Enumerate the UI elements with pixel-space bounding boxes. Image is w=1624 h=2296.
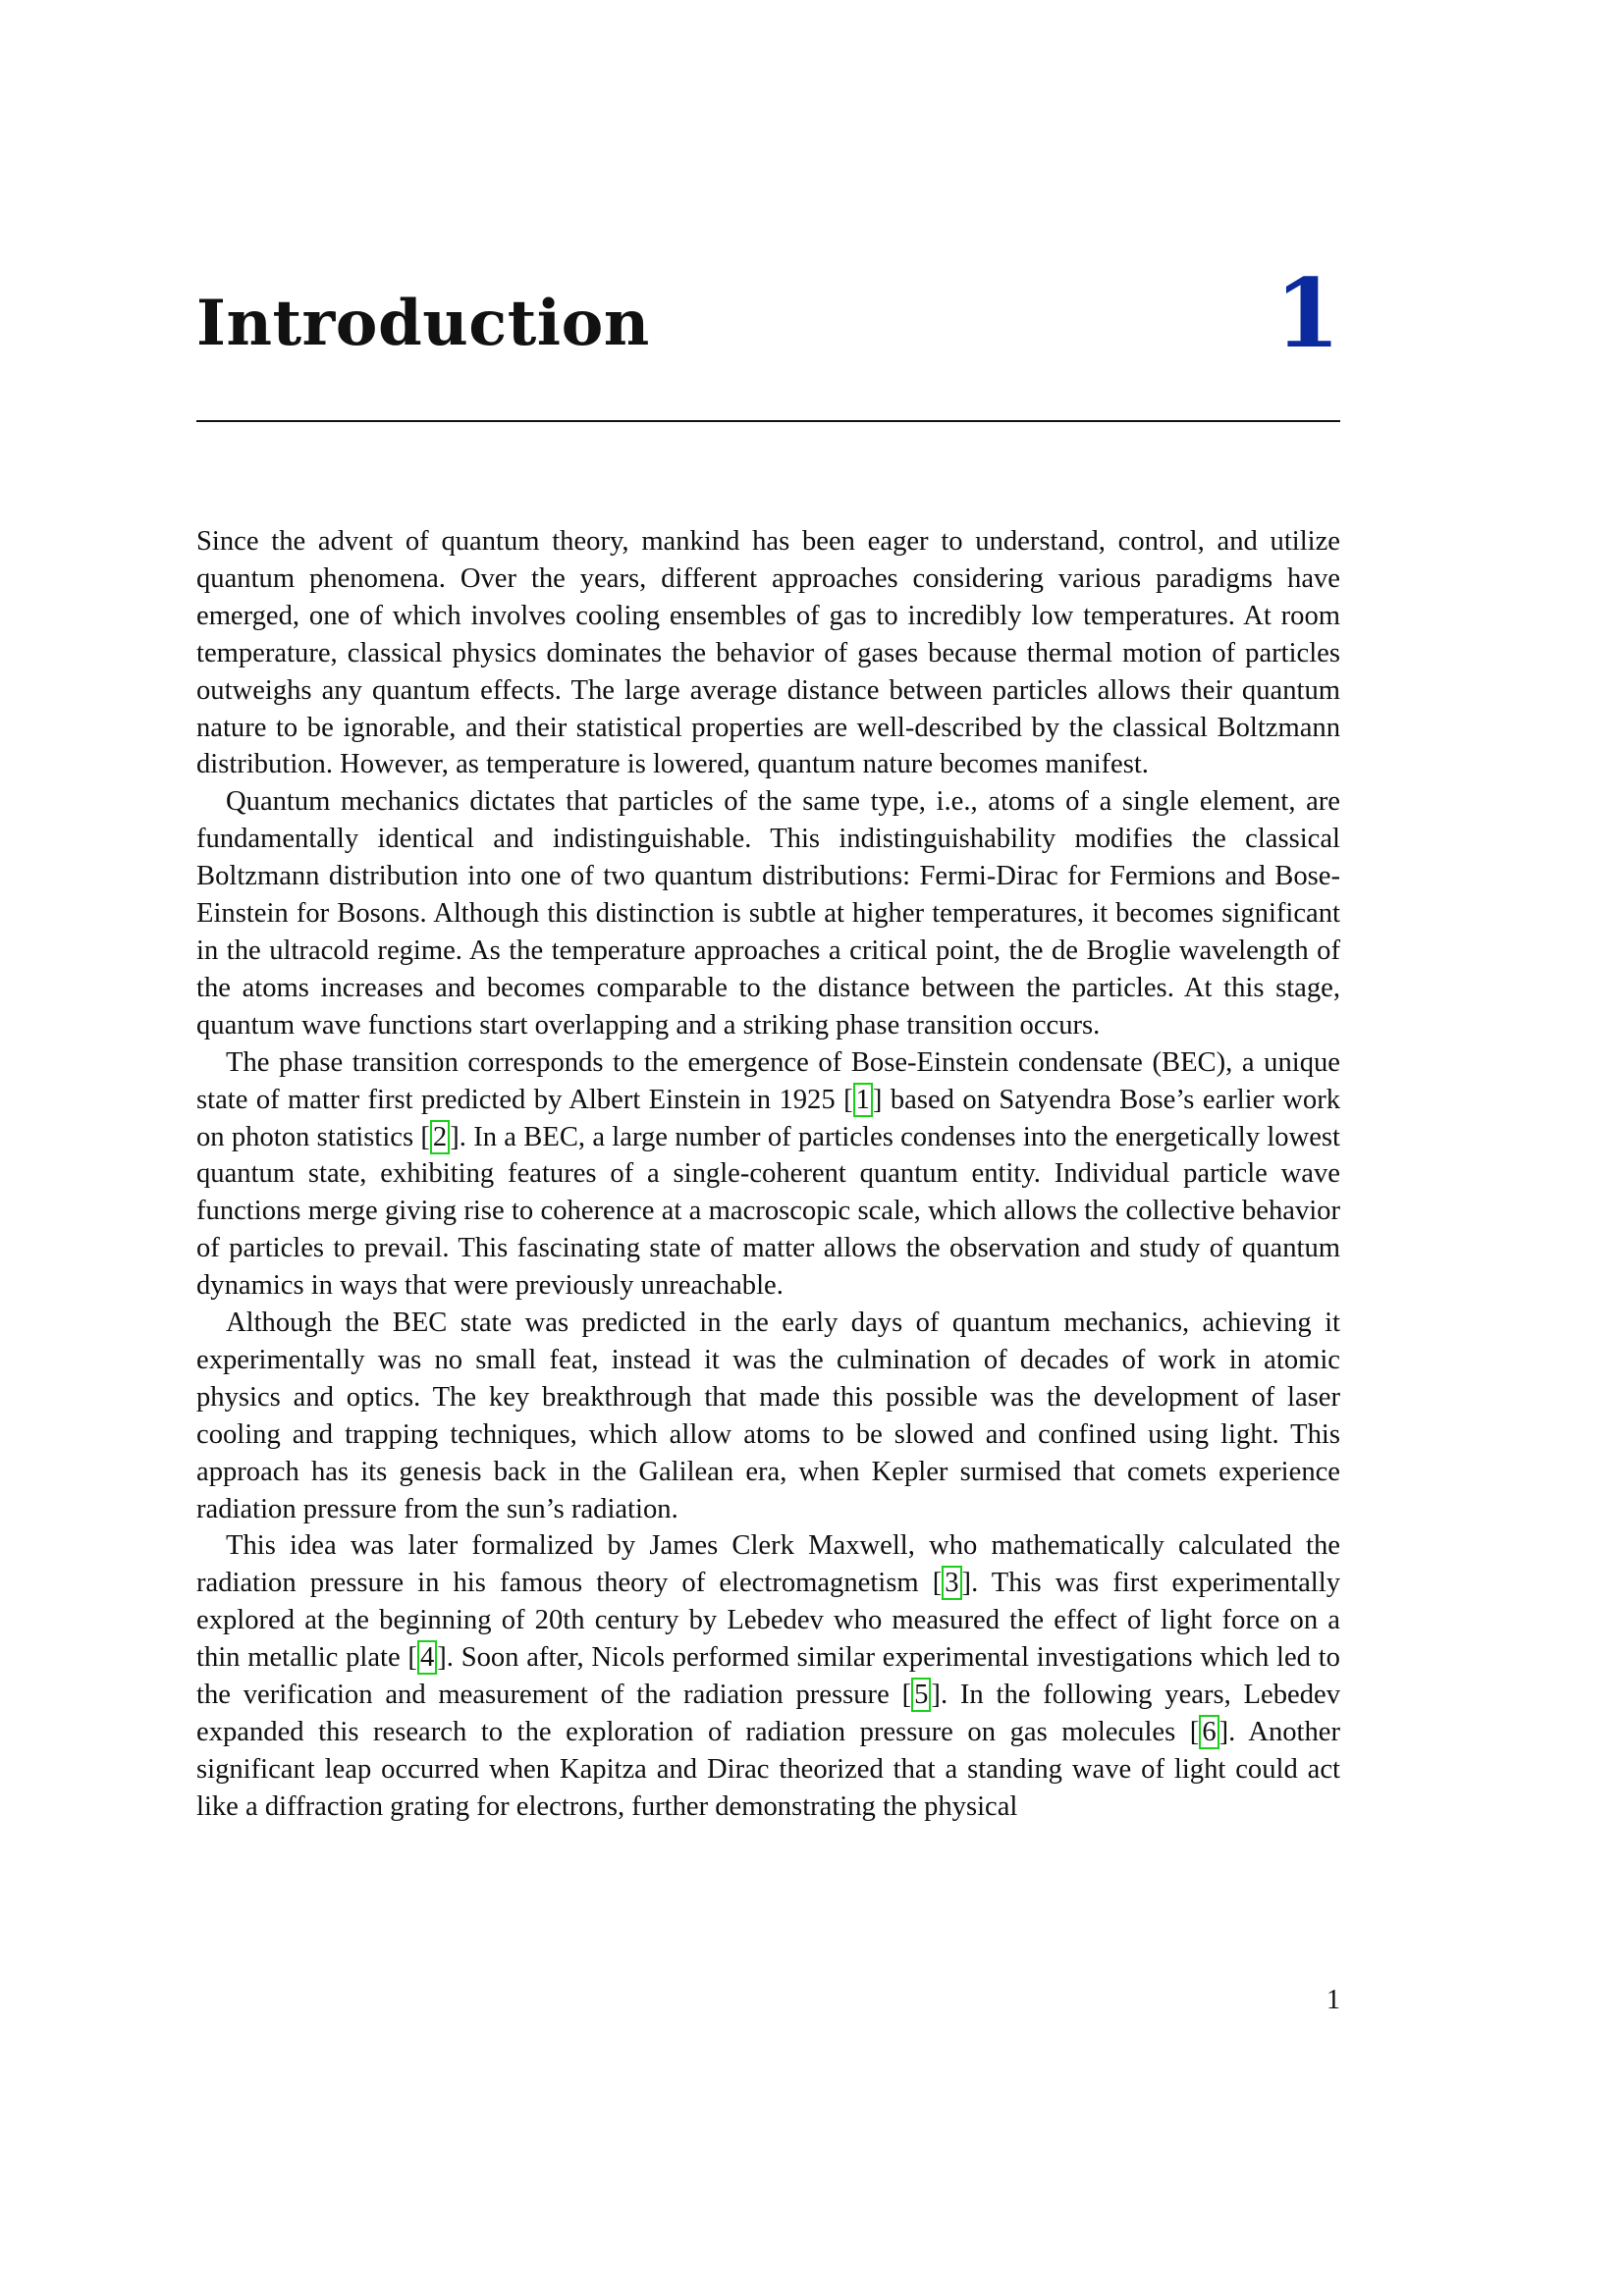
paragraph-text: . In a BEC, a large number of particles condenses into the energetically lowest quantum state, exhibiting features of a single-coherent quantum entity. Individual particle wave functions merge giving rise to coherence at a macroscopic scale, which allows the collective behavior of particles to prevail. This fascinating state of matter allows the observation and study of quantum dynamics in ways that were previously unreachable. — [196, 1121, 1340, 1302]
chapter-number: 1 — [1274, 258, 1340, 369]
paragraph: The phase transition corresponds to the emergence of Bose-Einstein condensate (BEC), a unique state of matter first predicted by Albert Einstein in 1925 [ 1 ] based on Satyendra Bose’s earlier work on photon statistics [ 2 ]. In a BEC, a large number of particles condenses into the energetically lowest quantum state, exhibiting features of a single-coherent quantum entity. Individual particle wave functions merge giving rise to coherence at a macroscopic scale, which allows the collective behavior of particles to prevail. This fascinating state of matter allows the observation and study of quantum dynamics in ways that were previously unreachable. — [196, 1046, 1341, 1302]
citation-link[interactable]: 2 — [430, 1120, 450, 1154]
paragraph-text: This idea was later formalized by James Clerk Maxwell, who mathematically calculated the radiation pressure in his famous theory of electromagnetism — [196, 1530, 1340, 1599]
paragraph-text: . Soon after, Nicols performed similar experimental investigations which led to the verification and measurement of the radiation pressure — [196, 1642, 1340, 1711]
citation-link[interactable]: 1 — [853, 1083, 873, 1117]
chapter-heading — [196, 258, 1340, 393]
citation-link[interactable]: 4 — [417, 1640, 437, 1675]
paragraph-text: . In the following years, Lebedev expanded this research to the exploration of radiation pressure on gas molecules — [196, 1680, 1340, 1747]
citation-link[interactable]: 5 — [911, 1678, 931, 1712]
paragraph-text: based on Satyendra Bose’s earlier work on photon statistics — [196, 1084, 1341, 1152]
chapter-divider — [196, 420, 1340, 422]
page-number: 1 — [1326, 1985, 1340, 2015]
paragraph-text: . Another significant leap occurred when Kapitza and Dirac theorized that a standing wave of light could act like a diffraction grating for electrons, further demonstrating the physical — [196, 1717, 1341, 1822]
paragraph: This idea was later formalized by James Clerk Maxwell, who mathematically calculated the radiation pressure in his famous theory of electromagnetism [ 3 ]. This was first experimentally explored at the beginning of 20th century by Lebedev who measured the effect of light force on a thin metallic plate [ 4 ]. Soon after, Nicols performed similar experimental investigations which led to the verification and measurement of the radiation pressure [ 5 ]. In the following years, Lebedev expanded this research to the exploration of radiation pressure on gas molecules [ 6 ]. Another significant leap occurred when Kapitza and Dirac theorized that a standing wave of light could act like a diffraction grating for electrons, further demonstrating the physical — [196, 1530, 1341, 1822]
paragraph-text: Although the BEC state was predicted in the early days of quantum mechanics, achieving it experimentally was no small feat, instead it was the culmination of decades of work in atomic physics and optics. The key breakthrough that made this possible was the development of laser cooling and trapping techniques, which allow atoms to be slowed and confined using light. This approach has its genesis back in the Galilean era, when Kepler surmised that comets experience radiation pressure from the sun’s radiation. — [196, 1308, 1340, 1524]
paragraph — [196, 783, 1340, 1043]
chapter-title: Introduction — [196, 287, 650, 360]
citation-link[interactable]: 6 — [1199, 1715, 1218, 1749]
paragraph-text: Quantum mechanics dictates that particles of the same type, i.e., atoms of a single element, are fundamentally identical and indistinguishable. This indistinguishability modifies the classical Boltzmann distribution into one of two quantum distributions: Fermi-Dirac for Fermions and Bose-Einstein for Bosons. Although this distinction is subtle at higher temperatures, it becomes significant in the ultracold regime. As the temperature approaches a critical point, the de Broglie wavelength of the atoms increases and becomes comparable to the distance between the particles. At this stage, quantum wave functions start overlapping and a striking phase transition occurs. — [196, 786, 1340, 1041]
citation-link[interactable]: 3 — [942, 1566, 961, 1600]
paragraph-text: The phase transition corresponds to the emergence of Bose-Einstein condensate (BEC), a unique state of matter first predicted by Albert Einstein in 1925 — [196, 1046, 1340, 1115]
paragraph — [196, 1305, 1340, 1527]
paragraph — [196, 523, 1340, 783]
body-text — [196, 523, 1340, 1826]
paragraph-text: . This was first experimentally explored at the beginning of 20th century by Lebedev who measured the effect of light force on a thin metallic plate — [196, 1568, 1340, 1674]
paragraph-text: Since the advent of quantum theory, mankind has been eager to understand, control, and utilize quantum phenomena. Over the years, different approaches considering various paradigms have emerged, one of which involves cooling ensembles of gas to incredibly low temperatures. At room temperature, classical physics dominates the behavior of gases because thermal motion of particles outweighs any quantum effects. The large average distance between particles allows their quantum nature to be ignorable, and their statistical properties are well-described by the classical Boltzmann distribution. However, as temperature is lowered, quantum nature becomes manifest. — [196, 526, 1340, 780]
